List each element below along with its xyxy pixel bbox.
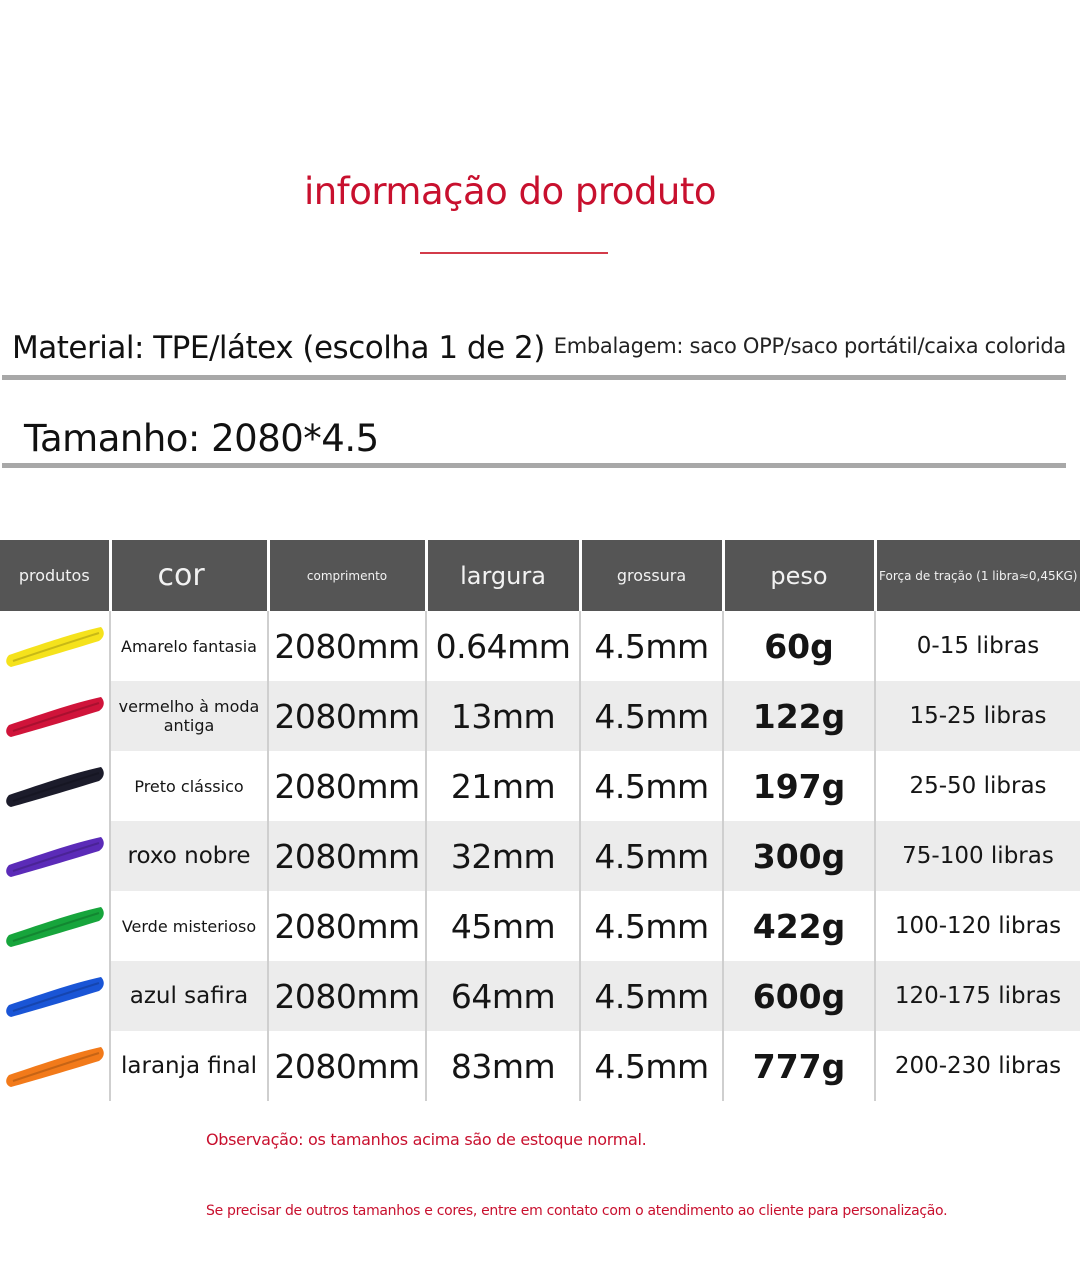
width-value: 13mm [426,681,580,751]
table-row [0,961,1080,1031]
header-peso: peso [723,540,875,611]
width-value: 0.64mm [426,611,580,681]
packaging-line: Embalagem: saco OPP/saco portátil/caixa colorida [553,334,1066,358]
width-value: 45mm [426,891,580,961]
weight-value: 60g [723,611,875,681]
header-comprimento: comprimento [268,540,426,611]
length-value: 2080mm [268,821,426,891]
weight-value: 600g [723,961,875,1031]
table-header-row [0,540,1080,611]
header-largura: largura [426,540,580,611]
color-name: vermelho à moda antiga [110,681,268,751]
resistance-band-icon [3,901,107,951]
weight-value: 197g [723,751,875,821]
length-value: 2080mm [268,961,426,1031]
resistance-band-icon [3,691,107,741]
thickness-value: 4.5mm [580,821,723,891]
resistance-band-icon [3,971,107,1021]
width-value: 64mm [426,961,580,1031]
weight-value: 422g [723,891,875,961]
thickness-value: 4.5mm [580,681,723,751]
force-value: 15-25 libras [875,681,1080,751]
thickness-value: 4.5mm [580,611,723,681]
product-swatch-cell [0,891,110,961]
length-value: 2080mm [268,1031,426,1101]
product-swatch-cell [0,611,110,681]
color-name: Amarelo fantasia [110,611,268,681]
length-value: 2080mm [268,611,426,681]
table-row [0,751,1080,821]
size-line: Tamanho: 2080*4.5 [24,417,379,460]
width-value: 83mm [426,1031,580,1101]
header-forca: Força de tração (1 libra≈0,45KG) [875,540,1080,611]
table-row [0,681,1080,751]
title-underline [420,252,608,254]
divider [2,463,1066,468]
spec-table [0,540,1080,1101]
header-grossura: grossura [580,540,723,611]
resistance-band-icon [3,621,107,671]
customization-note: Se precisar de outros tamanhos e cores, entre em contato com o atendimento ao cliente para personalização. [206,1203,948,1219]
length-value: 2080mm [268,751,426,821]
product-swatch-cell [0,821,110,891]
header-produtos: produtos [0,540,110,611]
product-swatch-cell [0,961,110,1031]
table-row [0,611,1080,681]
force-value: 0-15 libras [875,611,1080,681]
product-swatch-cell [0,1031,110,1101]
resistance-band-icon [3,1041,107,1091]
color-name: azul safira [110,961,268,1031]
color-name: Verde misterioso [110,891,268,961]
product-swatch-cell [0,681,110,751]
width-value: 32mm [426,821,580,891]
color-name: laranja final [110,1031,268,1101]
product-swatch-cell [0,751,110,821]
force-value: 200-230 libras [875,1031,1080,1101]
divider [2,375,1066,380]
header-cor: cor [110,540,268,611]
table-row [0,1031,1080,1101]
force-value: 75-100 libras [875,821,1080,891]
resistance-band-icon [3,831,107,881]
page-title: informação do produto [303,170,717,213]
force-value: 25-50 libras [875,751,1080,821]
force-value: 100-120 libras [875,891,1080,961]
table-row [0,891,1080,961]
color-name: Preto clássico [110,751,268,821]
thickness-value: 4.5mm [580,891,723,961]
color-name: roxo nobre [110,821,268,891]
length-value: 2080mm [268,891,426,961]
table-row [0,821,1080,891]
thickness-value: 4.5mm [580,751,723,821]
weight-value: 122g [723,681,875,751]
length-value: 2080mm [268,681,426,751]
weight-value: 777g [723,1031,875,1101]
weight-value: 300g [723,821,875,891]
thickness-value: 4.5mm [580,961,723,1031]
thickness-value: 4.5mm [580,1031,723,1101]
material-line: Material: TPE/látex (escolha 1 de 2) [12,330,545,366]
force-value: 120-175 libras [875,961,1080,1031]
width-value: 21mm [426,751,580,821]
stock-note: Observação: os tamanhos acima são de estoque normal. [206,1130,647,1149]
resistance-band-icon [3,761,107,811]
